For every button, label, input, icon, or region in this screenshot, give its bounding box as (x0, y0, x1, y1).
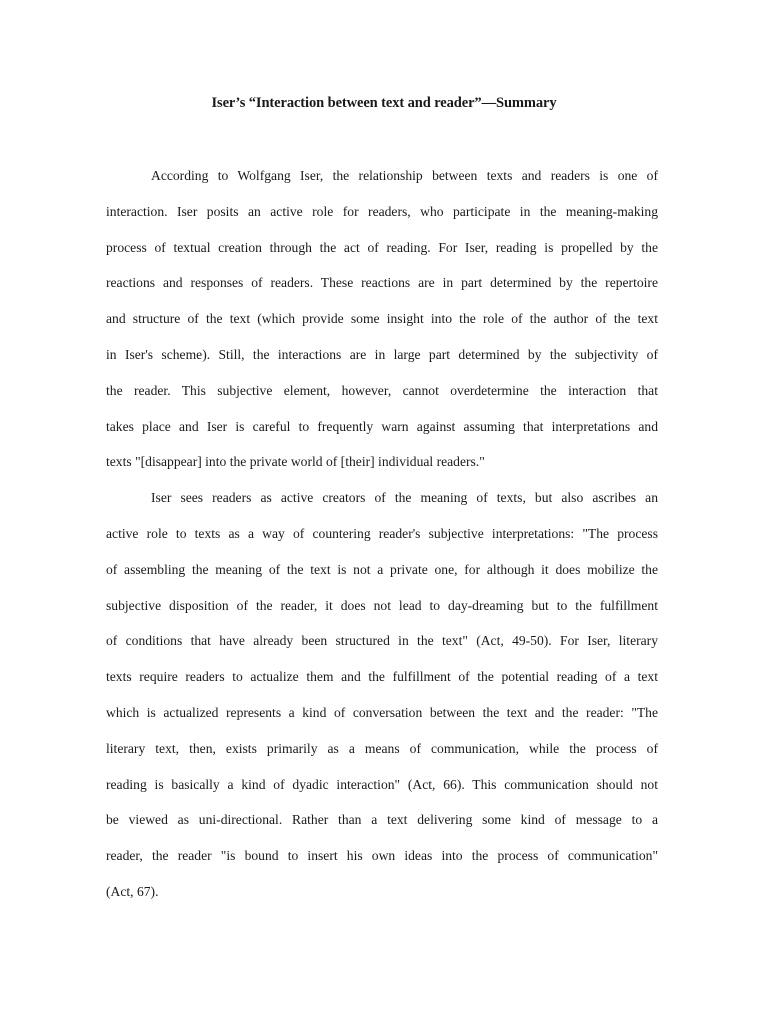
text-line: texts "[disappear] into the private world of [their] individual readers." (106, 454, 485, 470)
text-line: active role to texts as a way of countering reader's subjective interpretations: "The process (106, 525, 658, 541)
text-line: literary text, then, exists primarily as a means of communication, while the process of (106, 740, 658, 756)
text-line: be viewed as uni-directional. Rather than a text delivering some kind of message to a (106, 812, 658, 828)
text-line: texts require readers to actualize them and the fulfillment of the potential reading of a text (106, 669, 658, 685)
text-line: process of textual creation through the act of reading. For Iser, reading is propelled by the (106, 239, 658, 255)
paragraph-2 (106, 480, 658, 910)
text-line: and structure of the text (which provide some insight into the role of the author of the text (106, 311, 658, 327)
document-body (106, 158, 658, 910)
text-line: of assembling the meaning of the text is not a private one, for although it does mobilize the (106, 561, 658, 577)
text-line: in Iser's scheme). Still, the interactions are in large part determined by the subjectivity of (106, 346, 658, 362)
text-line: interaction. Iser posits an active role for readers, who participate in the meaning-making (106, 203, 658, 219)
text-line: Iser sees readers as active creators of the meaning of texts, but also ascribes an (151, 490, 658, 506)
text-line: subjective disposition of the reader, it does not lead to day-dreaming but to the fulfillment (106, 597, 658, 613)
text-line: reading is basically a kind of dyadic interaction" (Act, 66). This communication should not (106, 776, 658, 792)
paragraph-1 (106, 158, 658, 480)
document-title: Iser’s “Interaction between text and reader”—Summary (211, 95, 557, 111)
text-line: reactions and responses of readers. These reactions are in part determined by the repertoire (106, 275, 658, 291)
text-line: the reader. This subjective element, however, cannot overdetermine the interaction that (106, 382, 658, 398)
text-line: reader, the reader "is bound to insert his own ideas into the process of communication" (106, 848, 658, 864)
text-line: which is actualized represents a kind of conversation between the text and the reader: "The (106, 704, 658, 720)
text-line: According to Wolfgang Iser, the relationship between texts and readers is one of (151, 168, 658, 183)
text-line: (Act, 67). (106, 883, 159, 899)
text-line: takes place and Iser is careful to frequently warn against assuming that interpretations and (106, 418, 658, 434)
text-line: of conditions that have already been structured in the text" (Act, 49-50). For Iser, literary (106, 633, 658, 649)
